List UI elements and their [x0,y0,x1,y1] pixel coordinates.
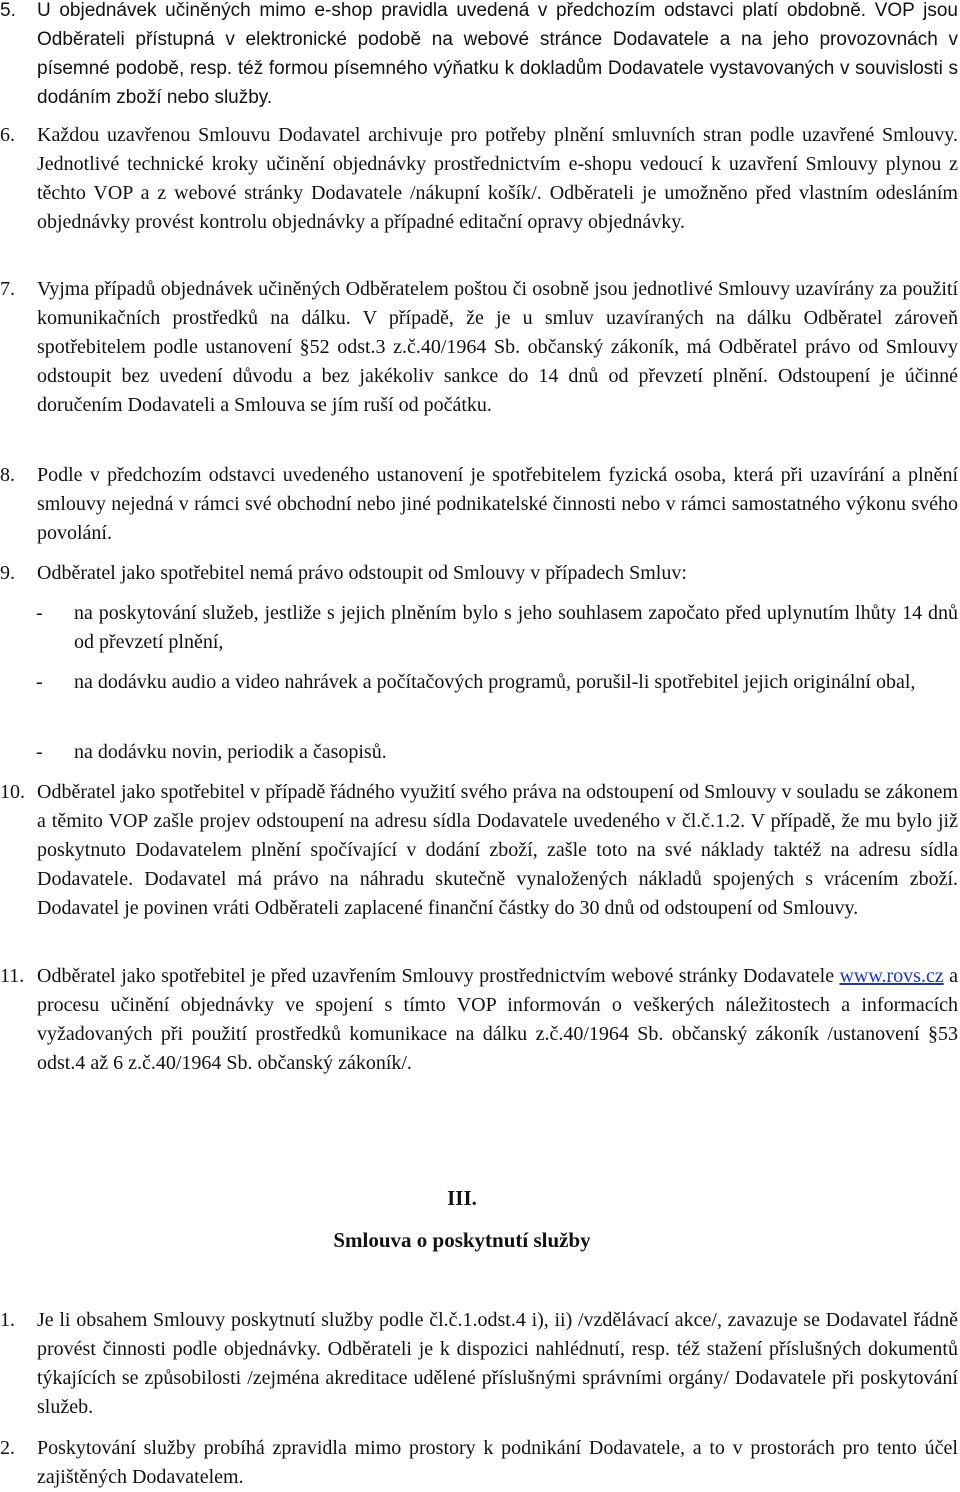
item-number: 6. [0,124,15,146]
exception-text: na poskytování služeb, jestliže s jejich plněním bylo s jeho souhlasem započato před uplynutím lhůty 14 dnů od převzetí plnění, [74,602,958,653]
list-item-6 [0,121,958,237]
item-text: U objednávek učiněných mimo e-shop pravidla uvedená v předchozím odstavci platí obdobně. VOP jsou Odběrateli přístupná v elektronické podobě na webové stránce Dodavatele a na jeho provozovnách v písemné podobě, resp. též formou písemného výňatku k dokladům Dodavatele vystavovaných v souvislosti s dodáním zboží nebo služby. [37,0,958,108]
list-item-5 [0,0,958,112]
dash-bullet: - [36,602,43,624]
item-text-before: Odběratel jako spotřebitel je před uzavřením Smlouvy prostřednictvím webové stránky Dodavatele [37,965,835,987]
dash-bullet: - [36,741,43,763]
list-item-7 [0,275,958,420]
website-link[interactable]: www.rovs.cz [839,965,944,987]
item-number: 7. [0,278,15,300]
dash-bullet: - [36,671,43,693]
list-item-9 [0,559,958,588]
item-number: 8. [0,464,15,486]
list-item-10 [0,778,958,923]
item-number: 9. [0,562,15,584]
exception-item [0,668,958,697]
item-text: Je li obsahem Smlouvy poskytnutí služby podle čl.č.1.odst.4 i), ii) /vzdělávací akce/, zavazuje se Dodavatel řádně provést činnosti podle objednávky. Odběrateli je k dispozici nahlédnutí, resp. též stažení příslušných dokumentů týkajících se způsobilosti /zejména akreditace udělené příslušnými správními orgány/ Dodavatele při poskytování služeb. [37,1309,958,1418]
item-number: 2. [0,1437,15,1459]
item-text: Poskytování služby probíhá zpravidla mimo prostory k podnikání Dodavatele, a to v prostorách pro tento účel zajištěných Dodavatelem. [37,1437,958,1488]
exception-text: na dodávku audio a video nahrávek a počítačových programů, porušil-li spotřebitel jejich originální obal, [74,671,916,693]
list-item-11 [0,962,958,1078]
item-text [37,962,958,1078]
item-text: Každou uzavřenou Smlouvu Dodavatel archivuje pro potřeby plnění smluvních stran podle uzavřené Smlouvy. Jednotlivé technické kroky učinění objednávky prostřednictvím e-shopu vedoucí k uzavření Smlouvy plynou z těchto VOP a z webové stránky Dodavatele /nákupní košík/. Odběrateli je umožněno před vlastním odesláním objednávky provést kontrolu objednávky a případné editační opravy objednávky. [37,124,958,233]
exception-item [0,599,958,657]
section-item-1 [0,1306,958,1422]
section-item-2 [0,1434,958,1492]
item-number: 10. [0,781,25,803]
list-item-8 [0,461,958,548]
exception-item [0,738,958,767]
section-title: Smlouva o poskytnutí služby [333,1228,591,1252]
item-text: Odběratel jako spotřebitel v případě řádného využití svého práva na odstoupení od Smlouvy v souladu se zákonem a těmito VOP zašle projev odstoupení na adresu sídla Dodavatele uvedeného v čl.č.1.2. V případě, že mu bylo již poskytnuto Dodavatelem plnění spočívající v dodání zboží, zašle toto na své náklady taktéž na adresu sídla Dodavatele. Dodavatel má právo na náhradu skutečně vynaložených nákladů spojených s vrácením zboží. Dodavatel je povinen vráti Odběrateli zaplacené finanční částky do 30 dnů od odstoupení od Smlouvy. [37,781,958,919]
item-text-after: a procesu učinění objednávky ve spojení s tímto VOP informován o veškerých náležitostech a informacích vyžadovaných při použití prostředků komunikace na dálku z.č.40/1964 Sb. občanský zákoník /ustanovení §53 odst.4 až 6 z.č.40/1964 Sb. občanský zákoník/. [37,965,959,1074]
item-text: Odběratel jako spotřebitel nemá právo odstoupit od Smlouvy v případech Smluv: [37,562,687,584]
item-number: 5. [0,0,16,21]
item-text: Podle v předchozím odstavci uvedeného ustanovení je spotřebitelem fyzická osoba, která při uzavírání a plnění smlouvy nejedná v rámci své obchodní nebo jiné podnikatelské činnosti nebo v rámci samostatného výkonu svého povolání. [37,464,958,544]
item-number: 1. [0,1309,15,1331]
section-number: III. [447,1186,477,1210]
item-text: Vyjma případů objednávek učiněných Odběratelem poštou či osobně jsou jednotlivé Smlouvy uzavírány za použití komunikačních prostředků na dálku. V případě, že je u smluv uzavíraných na dálku Odběratel zároveň spotřebitelem podle ustanovení §52 odst.3 z.č.40/1964 Sb. občanský zákoník, má Odběratel právo od Smlouvy odstoupit bez uvedení důvodu a bez jakékoliv sankce do 14 dnů od převzetí plnění. Odstoupení je účinné doručením Dodavateli a Smlouva se jím ruší od počátku. [37,278,958,416]
item-number: 11. [0,965,25,987]
exception-text: na dodávku novin, periodik a časopisů. [74,741,387,763]
